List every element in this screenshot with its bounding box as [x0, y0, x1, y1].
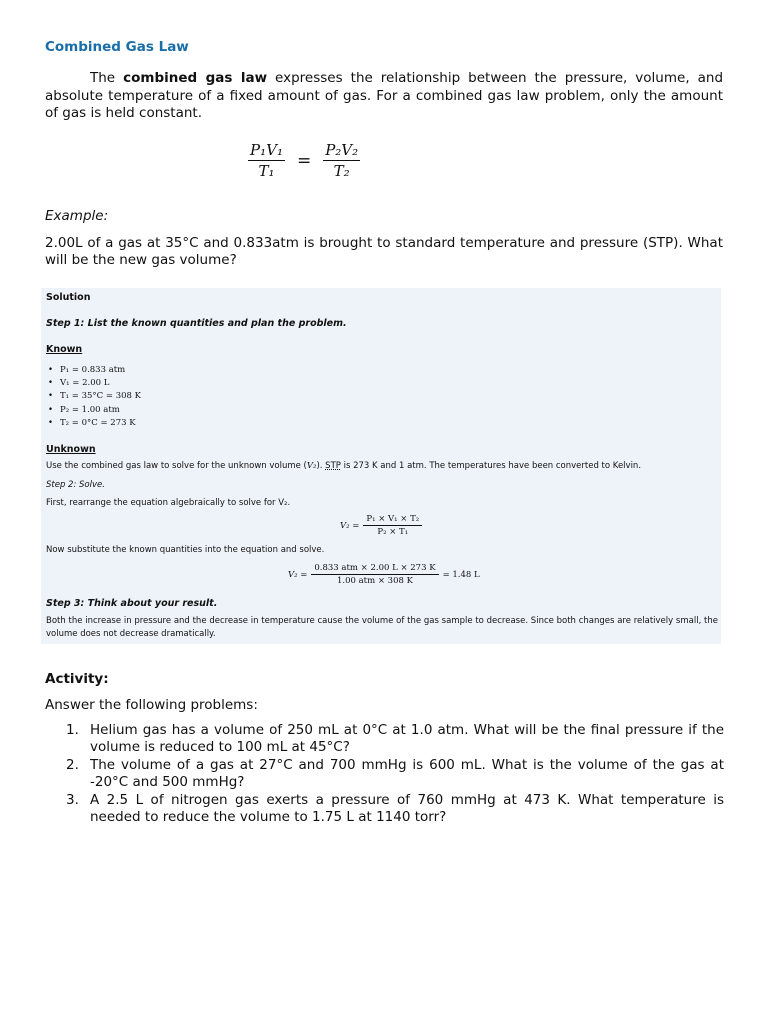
stp-abbreviation: STP: [325, 461, 341, 471]
problem-text: The volume of a gas at 27°C and 700 mmHg is 600 mL. What is the volume of the gas at -20°C and 500 mmHg?: [90, 757, 724, 790]
problem-text: A 2.5 L of nitrogen gas exerts a pressure of 760 mmHg at 473 K. What temperature is needed to reduce the volume to 1.75 L at 1140 torr?: [90, 792, 724, 825]
known-heading: Known: [46, 344, 83, 355]
activity-heading: Activity:: [45, 671, 109, 687]
unknown-heading: Unknown: [46, 444, 96, 455]
unknown-text-a: Use the combined gas law to solve for the unknown volume (: [46, 461, 307, 471]
formula-equals: =: [296, 150, 312, 171]
known-list: [48, 364, 141, 430]
unknown-text-b: ).: [316, 461, 326, 471]
activity-instruction: Answer the following problems:: [45, 697, 258, 713]
unknown-variable: V₂: [306, 461, 317, 471]
eq2-denominator: 1.00 atm × 308 K: [336, 576, 413, 586]
problem-text: Helium gas has a volume of 250 mL at 0°C at 1.0 atm. What will be the final pressure if the volume is reduced to 100 mL at 45°C?: [90, 722, 724, 755]
solution-heading: Solution: [46, 292, 91, 303]
intro-text-after: expresses the relationship between the pressure, volume, and absolute temperature of a fixed amount of gas. For a combined gas law problem, only the amount of gas is held constant.: [45, 70, 724, 121]
step1-heading: Step 1: List the known quantities and plan the problem.: [46, 318, 347, 329]
formula-right-numerator: P₂V₂: [325, 141, 359, 159]
formula-left-fraction: [248, 141, 285, 180]
substituted-equation: [288, 563, 480, 586]
intro-text-before: The: [90, 70, 124, 86]
problem-number: 2.: [66, 757, 79, 773]
unknown-text-c: is 273 K and 1 atm. The temperatures have been converted to Kelvin.: [340, 461, 642, 471]
step2-heading: Step 2: Solve.: [46, 480, 105, 490]
problem-item: [66, 792, 724, 826]
formula-right-denominator: T₂: [333, 162, 350, 180]
formula-left-denominator: T₁: [258, 162, 275, 180]
eq1-numerator: P₁ × V₁ × T₂: [363, 514, 422, 526]
known-item: • P₁ = 0.833 atm: [48, 364, 141, 377]
combined-gas-law-formula: [248, 141, 360, 180]
formula-right-fraction: [323, 141, 360, 180]
eq2-numerator: 0.833 atm × 2.00 L × 273 K: [311, 563, 438, 575]
eq2-fraction: [311, 563, 438, 586]
problem-item: [66, 722, 724, 756]
eq2-lhs: V₂ =: [288, 569, 308, 580]
eq2-result: = 1.48 L: [442, 569, 480, 580]
problem-number: 3.: [66, 792, 79, 808]
eq1-lhs: V₂ =: [340, 520, 360, 531]
conclusion-text: Both the increase in pressure and the decrease in temperature cause the volume of the gas sample to decrease. Since both changes are relatively small, the volume does not decrease dramatically.: [46, 616, 718, 639]
example-question: 2.00L of a gas at 35°C and 0.833atm is brought to standard temperature and pressure (STP). What will be the new gas volume?: [45, 235, 723, 268]
known-item: • T₁ = 35°C = 308 K: [48, 390, 141, 403]
unknown-text: [46, 461, 641, 471]
known-item: • P₂ = 1.00 atm: [48, 404, 141, 417]
substitute-text: Now substitute the known quantities into the equation and solve.: [46, 545, 325, 555]
problem-item: [66, 757, 724, 791]
problem-number: 1.: [66, 722, 79, 738]
example-label: Example:: [45, 208, 109, 224]
rearrange-text: First, rearrange the equation algebraically to solve for V₂.: [46, 498, 291, 508]
formula-left-numerator: P₁V₁: [250, 141, 283, 159]
section-title: Combined Gas Law: [45, 39, 189, 55]
known-item: • V₁ = 2.00 L: [48, 377, 141, 390]
problem-list: [66, 722, 724, 827]
step3-heading: Step 3: Think about your result.: [46, 598, 218, 609]
known-item: • T₂ = 0°C = 273 K: [48, 417, 141, 430]
intro-bold-term: combined gas law: [123, 70, 268, 86]
rearranged-equation: [340, 514, 422, 537]
intro-paragraph: [45, 70, 723, 123]
eq1-denominator: P₂ × T₁: [377, 527, 409, 537]
eq1-fraction: [363, 514, 422, 537]
